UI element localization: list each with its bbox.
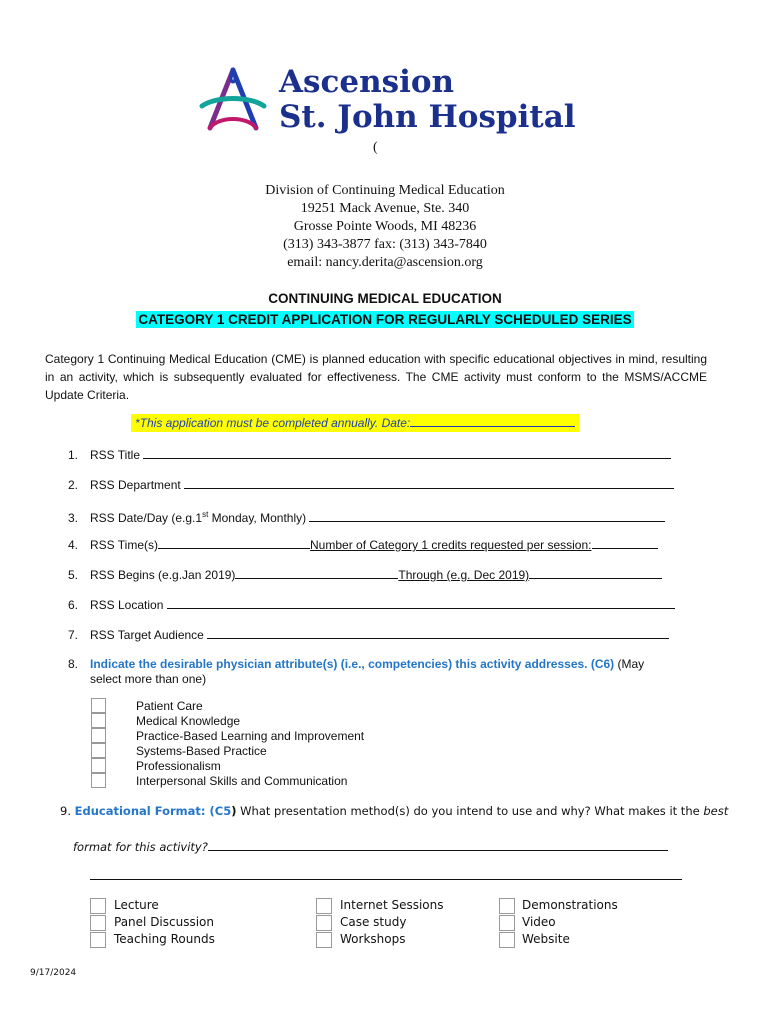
credits-requested-label: Number of Category 1 credits requested per session:	[310, 538, 592, 552]
rss-title-label: RSS Title	[90, 448, 141, 462]
format-label: Panel Discussion	[114, 915, 215, 929]
format-label: Internet Sessions	[340, 898, 444, 912]
annual-notice-text: *This application must be completed annually. Date:	[135, 416, 411, 430]
checkbox-demonstrations[interactable]	[499, 898, 515, 914]
address-phone: (313) 343-3877 fax: (313) 343-7840	[283, 237, 487, 252]
rss-department-field[interactable]	[184, 477, 674, 489]
checkbox-website[interactable]	[499, 932, 515, 948]
format-label: Teaching Rounds	[114, 932, 215, 946]
checkbox-panel-discussion[interactable]	[90, 915, 106, 931]
competencies-question-label: Indicate the desirable physician attribute(s) (i.e., competencies) this activity addresses. (C6)	[90, 657, 615, 671]
rss-time-label: RSS Time(s)	[90, 538, 159, 552]
competencies-question: 8. Indicate the desirable physician attribute(s) (i.e., competencies) this activity addresses. (C6) (May	[68, 657, 645, 671]
rss-location-row: 6. RSS Location	[68, 597, 675, 613]
rss-time-field[interactable]	[158, 537, 310, 549]
educational-format-label: Educational Format: (C5	[74, 804, 232, 818]
date-field[interactable]	[410, 415, 575, 427]
page-subtitle: CATEGORY 1 CREDIT APPLICATION FOR REGULARLY SCHEDULED SERIES	[138, 312, 632, 327]
rss-location-label: RSS Location	[90, 598, 164, 612]
through-field[interactable]	[529, 567, 662, 579]
checkbox-systems-based-practice[interactable]	[91, 743, 106, 758]
rss-audience-row: 7. RSS Target Audience	[68, 627, 669, 643]
rss-title-field[interactable]	[143, 447, 671, 459]
educational-format-line2: format for this activity?	[73, 839, 668, 855]
rss-title-row: 1. RSS Title	[68, 447, 671, 463]
format-label: Case study	[340, 915, 407, 929]
rss-date-label: RSS Date/Day (e.g.1st Monday, Monthly)	[90, 510, 307, 525]
rss-location-field[interactable]	[167, 597, 675, 609]
address-division: Division of Continuing Medical Education	[265, 183, 505, 198]
rss-begins-row: 5. RSS Begins (e.g.Jan 2019) Through (e.g. Dec 2019)	[68, 567, 662, 583]
credits-requested-field[interactable]	[592, 537, 658, 549]
checkbox-internet-sessions[interactable]	[316, 898, 332, 914]
ascension-logo-mark	[196, 66, 270, 134]
competency-label: Patient Care	[136, 699, 203, 713]
checkbox-workshops[interactable]	[316, 932, 332, 948]
checkbox-teaching-rounds[interactable]	[90, 932, 106, 948]
rss-begins-label: RSS Begins (e.g.Jan 2019)	[90, 568, 236, 582]
competency-label: Practice-Based Learning and Improvement	[136, 729, 365, 743]
intro-paragraph: Category 1 Continuing Medical Education (CME) is planned education with specific educational objectives in mind, resulting in an activity, which is subsequently evaluated for effectiveness. The CME activity must conform to the MSMS/ACCME Update Criteria.	[45, 352, 707, 402]
rss-date-row: 3. RSS Date/Day (e.g.1st Monday, Monthly)	[68, 507, 665, 526]
educational-format-field-2[interactable]	[90, 879, 682, 880]
format-label: Website	[522, 932, 570, 946]
rss-begins-field[interactable]	[235, 567, 398, 579]
annual-notice	[131, 415, 579, 431]
educational-format-question: 9. Educational Format: (C5) What presentation method(s) do you intend to use and why? What makes it the best	[60, 804, 729, 818]
through-label: Through (e.g. Dec 2019)	[398, 568, 530, 582]
address-email: email: nancy.derita@ascension.org	[287, 255, 483, 270]
logo-line-2: St. John Hospital	[279, 99, 576, 135]
checkbox-lecture[interactable]	[90, 898, 106, 914]
checkbox-interpersonal-skills[interactable]	[91, 773, 106, 788]
competencies-question-line2: select more than one)	[90, 672, 207, 686]
educational-format-field[interactable]	[208, 839, 668, 851]
address-city: Grosse Pointe Woods, MI 48236	[293, 219, 477, 234]
format-label: Video	[522, 915, 556, 929]
stray-character: (	[373, 140, 378, 155]
format-label: Lecture	[114, 898, 159, 912]
checkbox-practice-based-learning[interactable]	[91, 728, 106, 743]
rss-time-row: 4. RSS Time(s) Number of Category 1 credits requested per session:	[68, 537, 658, 553]
format-label: Demonstrations	[522, 898, 618, 912]
competency-label: Professionalism	[136, 759, 221, 773]
logo-line-1: Ascension	[279, 64, 455, 100]
rss-audience-label: RSS Target Audience	[90, 628, 204, 642]
page-title: CONTINUING MEDICAL EDUCATION	[268, 291, 502, 306]
competency-label: Systems-Based Practice	[136, 744, 267, 758]
checkbox-video[interactable]	[499, 915, 515, 931]
competency-label: Medical Knowledge	[136, 714, 241, 728]
address-street: 19251 Mack Avenue, Ste. 340	[300, 201, 470, 216]
rss-audience-field[interactable]	[207, 627, 669, 639]
checkbox-case-study[interactable]	[316, 915, 332, 931]
competency-label: Interpersonal Skills and Communication	[136, 774, 348, 788]
rss-department-label: RSS Department	[90, 478, 181, 492]
rss-department-row: 2. RSS Department	[68, 477, 674, 493]
checkbox-medical-knowledge[interactable]	[91, 713, 106, 728]
checkbox-patient-care[interactable]	[91, 698, 106, 713]
footer-date: 9/17/2024	[30, 968, 77, 978]
checkbox-professionalism[interactable]	[91, 758, 106, 773]
rss-date-field[interactable]	[309, 510, 665, 522]
format-label: Workshops	[340, 932, 406, 946]
